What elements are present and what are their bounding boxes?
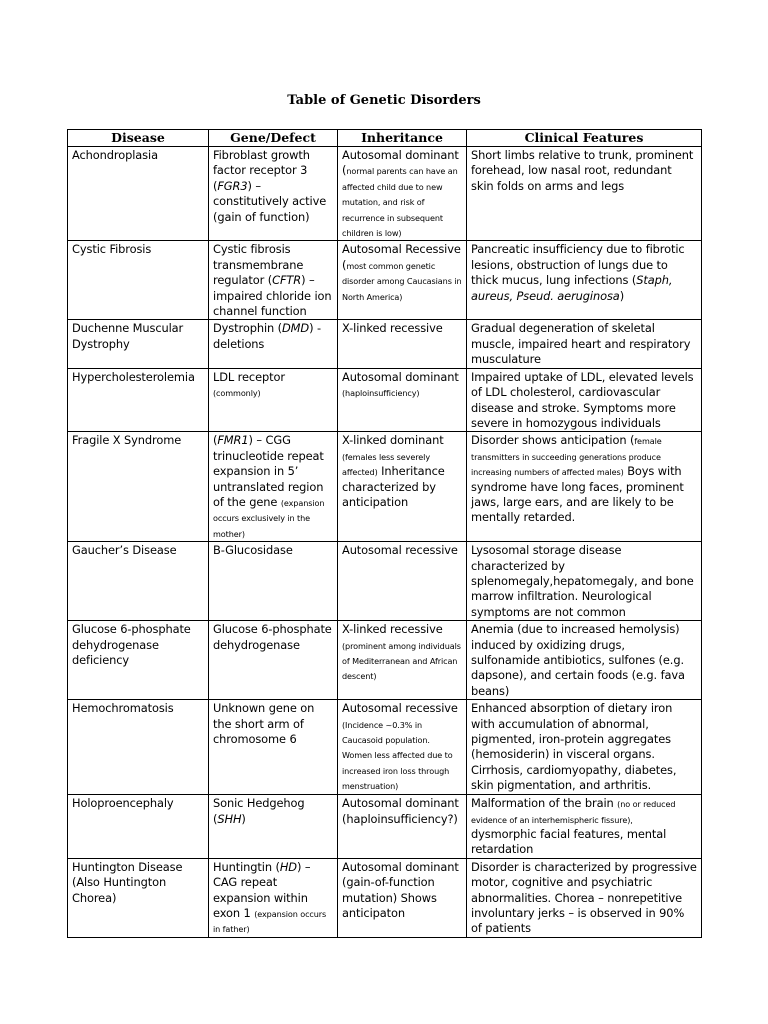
cell-text: (no or reduced evidence of an interhemispheric fissure), bbox=[471, 799, 676, 825]
cell-features bbox=[467, 241, 702, 320]
column-header-gene-defect: Gene/Defect bbox=[209, 130, 338, 147]
cell-text: Fibroblast growth factor receptor 3 ( bbox=[213, 148, 310, 193]
cell-disease bbox=[68, 432, 209, 542]
cell-text: Hypercholesterolemia bbox=[72, 369, 195, 384]
cell-inheritance bbox=[338, 621, 467, 700]
cell-text: Boys with syndrome have long faces, prominent jaws, large ears, and are likely to be mentally retarded. bbox=[471, 464, 684, 525]
cell-text: FMR1 bbox=[217, 433, 249, 448]
genetic-disorders-table bbox=[67, 129, 702, 938]
cell-text: Huntington Disease (Also Huntington Chorea) bbox=[72, 859, 183, 905]
cell-text: Cystic Fibrosis bbox=[72, 242, 152, 257]
table-row bbox=[68, 621, 702, 700]
cell-gene bbox=[209, 621, 338, 700]
cell-text: Autosomal Recessive ( bbox=[342, 242, 461, 272]
cell-text: ) – CGG trinucleotide repeat expansion in 5’ untranslated region of the gene bbox=[213, 433, 324, 509]
cell-features bbox=[467, 621, 702, 700]
cell-features bbox=[467, 368, 702, 432]
cell-text: Glucose 6-phosphate dehydrogenase bbox=[213, 622, 332, 652]
cell-text: ( bbox=[213, 433, 218, 448]
table-row bbox=[68, 147, 702, 241]
document-title: Table of Genetic Disorders bbox=[287, 93, 481, 108]
cell-disease bbox=[68, 621, 209, 700]
cell-inheritance bbox=[338, 795, 467, 859]
cell-features bbox=[467, 858, 702, 937]
table-row bbox=[68, 542, 702, 621]
cell-features bbox=[467, 147, 702, 241]
cell-text: (prominent among individuals of Mediterranean and African descent) bbox=[342, 640, 461, 682]
cell-text: Malformation of the brain bbox=[471, 796, 618, 811]
cell-inheritance bbox=[338, 858, 467, 937]
cell-text: ) – impaired chloride ion channel function bbox=[213, 273, 332, 319]
cell-text: ) bbox=[241, 811, 246, 826]
cell-text: B-Glucosidase bbox=[213, 543, 293, 558]
cell-text: DMD bbox=[282, 321, 310, 336]
header-row bbox=[68, 130, 702, 147]
column-header-clinical-features: Clinical Features bbox=[467, 130, 702, 147]
cell-gene bbox=[209, 700, 338, 795]
cell-inheritance bbox=[338, 700, 467, 795]
cell-inheritance bbox=[338, 147, 467, 241]
cell-disease bbox=[68, 147, 209, 241]
cell-text: CFTR bbox=[272, 273, 302, 288]
cell-disease bbox=[68, 795, 209, 859]
cell-text: Lysosomal storage disease characterized by splenomegaly,hepatomegaly, and bone marrow infiltration. Neurological symptoms are not common bbox=[471, 543, 694, 619]
cell-text: ) – constitutively active (gain of function) bbox=[213, 178, 327, 224]
cell-text: Unknown gene on the short arm of chromosome 6 bbox=[213, 701, 315, 747]
cell-inheritance bbox=[338, 368, 467, 432]
cell-inheritance bbox=[338, 542, 467, 621]
cell-text: (Incidence ~0.3% in Caucasoid population. Women less affected due to increased iron loss through menstruation) bbox=[342, 719, 453, 792]
table-row bbox=[68, 795, 702, 859]
table-row bbox=[68, 858, 702, 937]
cell-features bbox=[467, 320, 702, 368]
cell-text: Achondroplasia bbox=[72, 148, 158, 162]
cell-text: (females less severely affected) bbox=[342, 451, 431, 478]
cell-features bbox=[467, 700, 702, 795]
cell-text: Disorder is characterized by progressive motor, cognitive and psychiatric abnormalities. Chorea – nonrepetitive involuntary jerks – is observed in 90% of patients bbox=[471, 859, 697, 936]
table-row bbox=[68, 320, 702, 368]
cell-text: Disorder shows anticipation ( bbox=[471, 433, 635, 448]
cell-text: Gradual degeneration of skeletal muscle, impaired heart and respiratory musculature bbox=[471, 321, 691, 367]
cell-text: Autosomal recessive bbox=[342, 543, 458, 558]
cell-text: ) bbox=[619, 288, 625, 303]
cell-text: ) – CAG repeat expansion within exon 1 bbox=[213, 859, 311, 921]
cell-disease bbox=[68, 700, 209, 795]
cell-gene bbox=[209, 858, 338, 937]
cell-text: Cystic fibrosis transmembrane regulator ( bbox=[213, 242, 304, 288]
column-header-disease: Disease bbox=[68, 130, 209, 147]
cell-features bbox=[467, 795, 702, 859]
cell-text: Dystrophin ( bbox=[213, 321, 283, 336]
cell-features bbox=[467, 432, 702, 542]
cell-text: Fragile X Syndrome bbox=[72, 433, 182, 448]
cell-text: X-linked recessive bbox=[342, 321, 443, 336]
cell-text: X-linked dominant bbox=[342, 433, 444, 448]
table-row bbox=[68, 432, 702, 542]
cell-disease bbox=[68, 368, 209, 432]
cell-text: normal parents can have an affected child due to new mutation, and risk of recurrence in subsequent children is low) bbox=[342, 166, 458, 239]
cell-inheritance bbox=[338, 241, 467, 320]
cell-text: Autosomal recessive bbox=[342, 701, 458, 716]
cell-text: Impaired uptake of LDL, elevated levels of LDL cholesterol, cardiovascular disease and stroke. Symptoms more severe in homozygous individuals bbox=[471, 369, 694, 430]
cell-gene bbox=[209, 147, 338, 241]
cell-text: Short limbs relative to trunk, prominent forehead, low nasal root, redundant skin folds on arms and legs bbox=[471, 148, 694, 193]
cell-text: Duchenne Muscular Dystrophy bbox=[72, 321, 184, 351]
cell-disease bbox=[68, 858, 209, 937]
cell-text: ) - deletions bbox=[213, 321, 321, 351]
cell-text: Autosomal dominant ( bbox=[342, 148, 459, 178]
table-row bbox=[68, 241, 702, 320]
cell-gene bbox=[209, 795, 338, 859]
cell-text: Huntingtin ( bbox=[213, 859, 280, 874]
column-header-inheritance: Inheritance bbox=[338, 130, 467, 147]
cell-text: SHH bbox=[217, 811, 242, 826]
cell-gene bbox=[209, 542, 338, 621]
cell-text: Pancreatic insufficiency due to fibrotic lesions, obstruction of lungs due to thick mucus, lung infections ( bbox=[471, 242, 685, 288]
cell-gene bbox=[209, 241, 338, 320]
cell-text: (haploinsufficiency) bbox=[342, 388, 420, 399]
cell-text: (expansion occurs in father) bbox=[213, 909, 327, 935]
cell-text: (commonly) bbox=[213, 388, 261, 399]
cell-text: Hemochromatosis bbox=[72, 701, 174, 716]
cell-text: Autosomal dominant bbox=[342, 369, 459, 384]
cell-text: X-linked recessive bbox=[342, 622, 443, 637]
cell-text: LDL receptor bbox=[213, 369, 285, 384]
cell-text: HD bbox=[279, 859, 297, 874]
cell-text: female transmitters in succeeding generations produce increasing numbers of affected males) bbox=[471, 436, 662, 478]
table-row bbox=[68, 368, 702, 432]
cell-features bbox=[467, 542, 702, 621]
cell-disease bbox=[68, 542, 209, 621]
cell-text: Sonic Hedgehog ( bbox=[213, 796, 305, 826]
cell-text: Autosomal dominant (haploinsufficiency?) bbox=[342, 796, 459, 826]
cell-disease bbox=[68, 241, 209, 320]
cell-text: most common genetic disorder among Caucasians in North America) bbox=[342, 260, 462, 302]
cell-gene bbox=[209, 320, 338, 368]
cell-inheritance bbox=[338, 320, 467, 368]
cell-text: dysmorphic facial features, mental retardation bbox=[471, 827, 667, 857]
cell-text: Holoproencephaly bbox=[72, 796, 174, 811]
cell-gene bbox=[209, 432, 338, 542]
cell-text: Staph, aureus, Pseud. aeruginosa bbox=[471, 273, 673, 303]
cell-text: Inheritance characterized by anticipation bbox=[342, 464, 445, 509]
cell-disease bbox=[68, 320, 209, 368]
cell-text: Glucose 6-phosphate dehydrogenase deficiency bbox=[72, 622, 191, 667]
cell-text: Autosomal dominant (gain-of-function mutation) Shows anticipaton bbox=[342, 859, 459, 921]
cell-text: Enhanced absorption of dietary iron with accumulation of abnormal, pigmented, iron-protein aggregates (hemosiderin) in visceral organs. Cirrhosis, cardiomyopathy, diabetes, skin pigmentation, and arthritis. bbox=[471, 701, 677, 793]
cell-gene bbox=[209, 368, 338, 432]
cell-text: Anemia (due to increased hemolysis) induced by oxidizing drugs, sulfonamide antibiotics, sulfones (e.g. dapsone), and certain foods (e.g. fava beans) bbox=[471, 622, 685, 698]
cell-text: Gaucher’s Disease bbox=[72, 543, 177, 558]
table-row bbox=[68, 700, 702, 795]
table-body bbox=[68, 147, 702, 938]
cell-text: (expansion occurs exclusively in the mother) bbox=[213, 497, 325, 539]
cell-text: FGR3 bbox=[217, 178, 248, 193]
cell-inheritance bbox=[338, 432, 467, 542]
